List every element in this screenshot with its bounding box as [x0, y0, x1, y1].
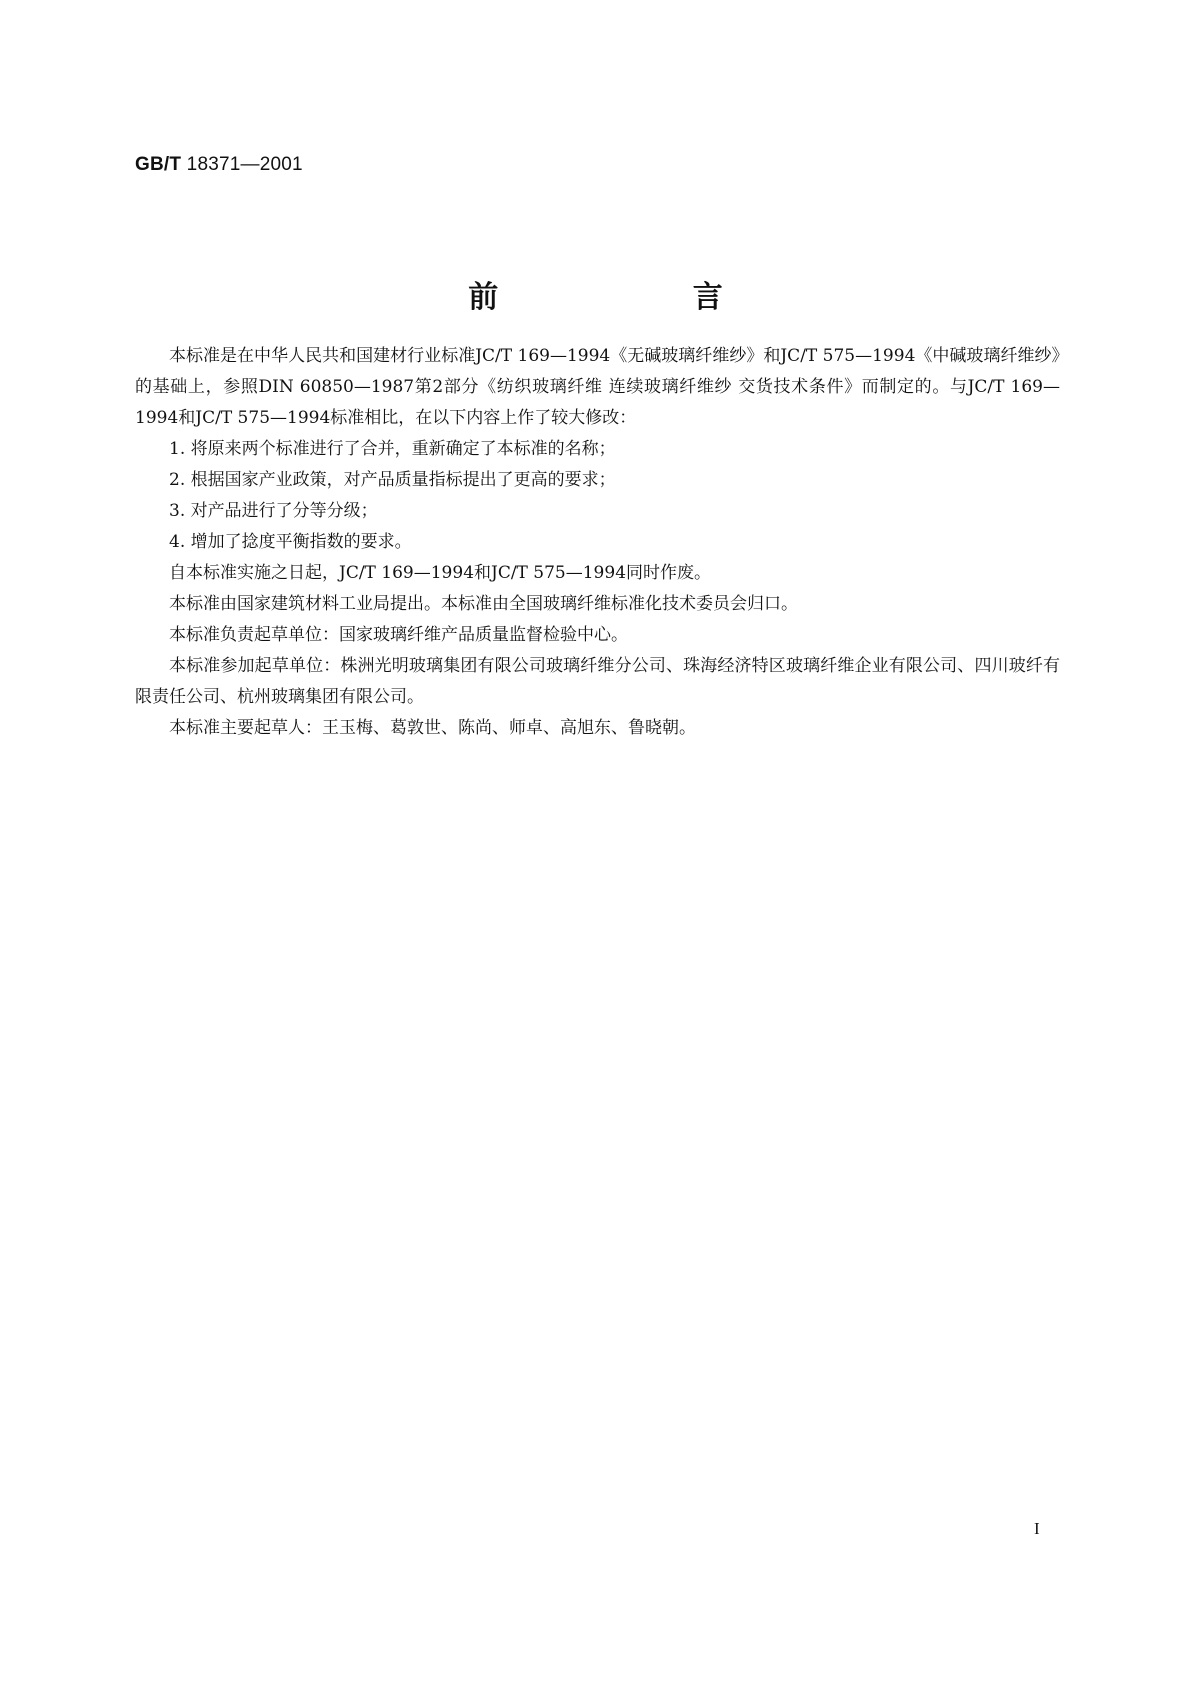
page-title: 前 言 — [468, 280, 815, 315]
page-number: I — [1034, 1519, 1040, 1538]
paragraph-lead-drafter: 本标准负责起草单位：国家玻璃纤维产品质量监督检验中心。 — [169, 625, 628, 645]
paragraph-participants: 本标准参加起草单位：株洲光明玻璃集团有限公司玻璃纤维分公司、珠海经济特区玻璃纤维企业有限公司、四川玻纤有限责任公司、杭州玻璃集团有限公司。 — [135, 656, 1060, 707]
paragraph-proposer: 本标准由国家建筑材料工业局提出。本标准由全国玻璃纤维标准化技术委员会归口。 — [169, 594, 798, 614]
standard-code — [135, 154, 303, 176]
list-item-1: 1. 将原来两个标准进行了合并，重新确定了本标准的名称； — [169, 439, 616, 459]
list-item-2: 2. 根据国家产业政策，对产品质量指标提出了更高的要求； — [169, 470, 616, 490]
list-item-3: 3. 对产品进行了分等分级； — [169, 501, 378, 521]
paragraph-intro: 本标准是在中华人民共和国建材行业标准JC/T 169—1994《无碱玻璃纤维纱》和JC/T 575—1994《中碱玻璃纤维纱》的基础上，参照DIN 60850—1987第2部分《纺织玻璃纤维 连续玻璃纤维纱 交货技术条件》而制定的。与JC/T 169—1994和JC/T 575—1994标准相比，在以下内容上作了较大修改： — [135, 346, 1060, 428]
standard-number: 18371—2001 — [186, 154, 303, 175]
standard-prefix: GB/T — [135, 154, 182, 175]
list-item-4: 4. 增加了捻度平衡指数的要求。 — [169, 532, 412, 552]
paragraph-supersede: 自本标准实施之日起，JC/T 169—1994和JC/T 575—1994同时作废。 — [169, 563, 712, 583]
paragraph-drafters: 本标准主要起草人：王玉梅、葛敦世、陈尚、师卓、高旭东、鲁晓朝。 — [169, 718, 696, 738]
foreword-body — [135, 341, 1060, 744]
